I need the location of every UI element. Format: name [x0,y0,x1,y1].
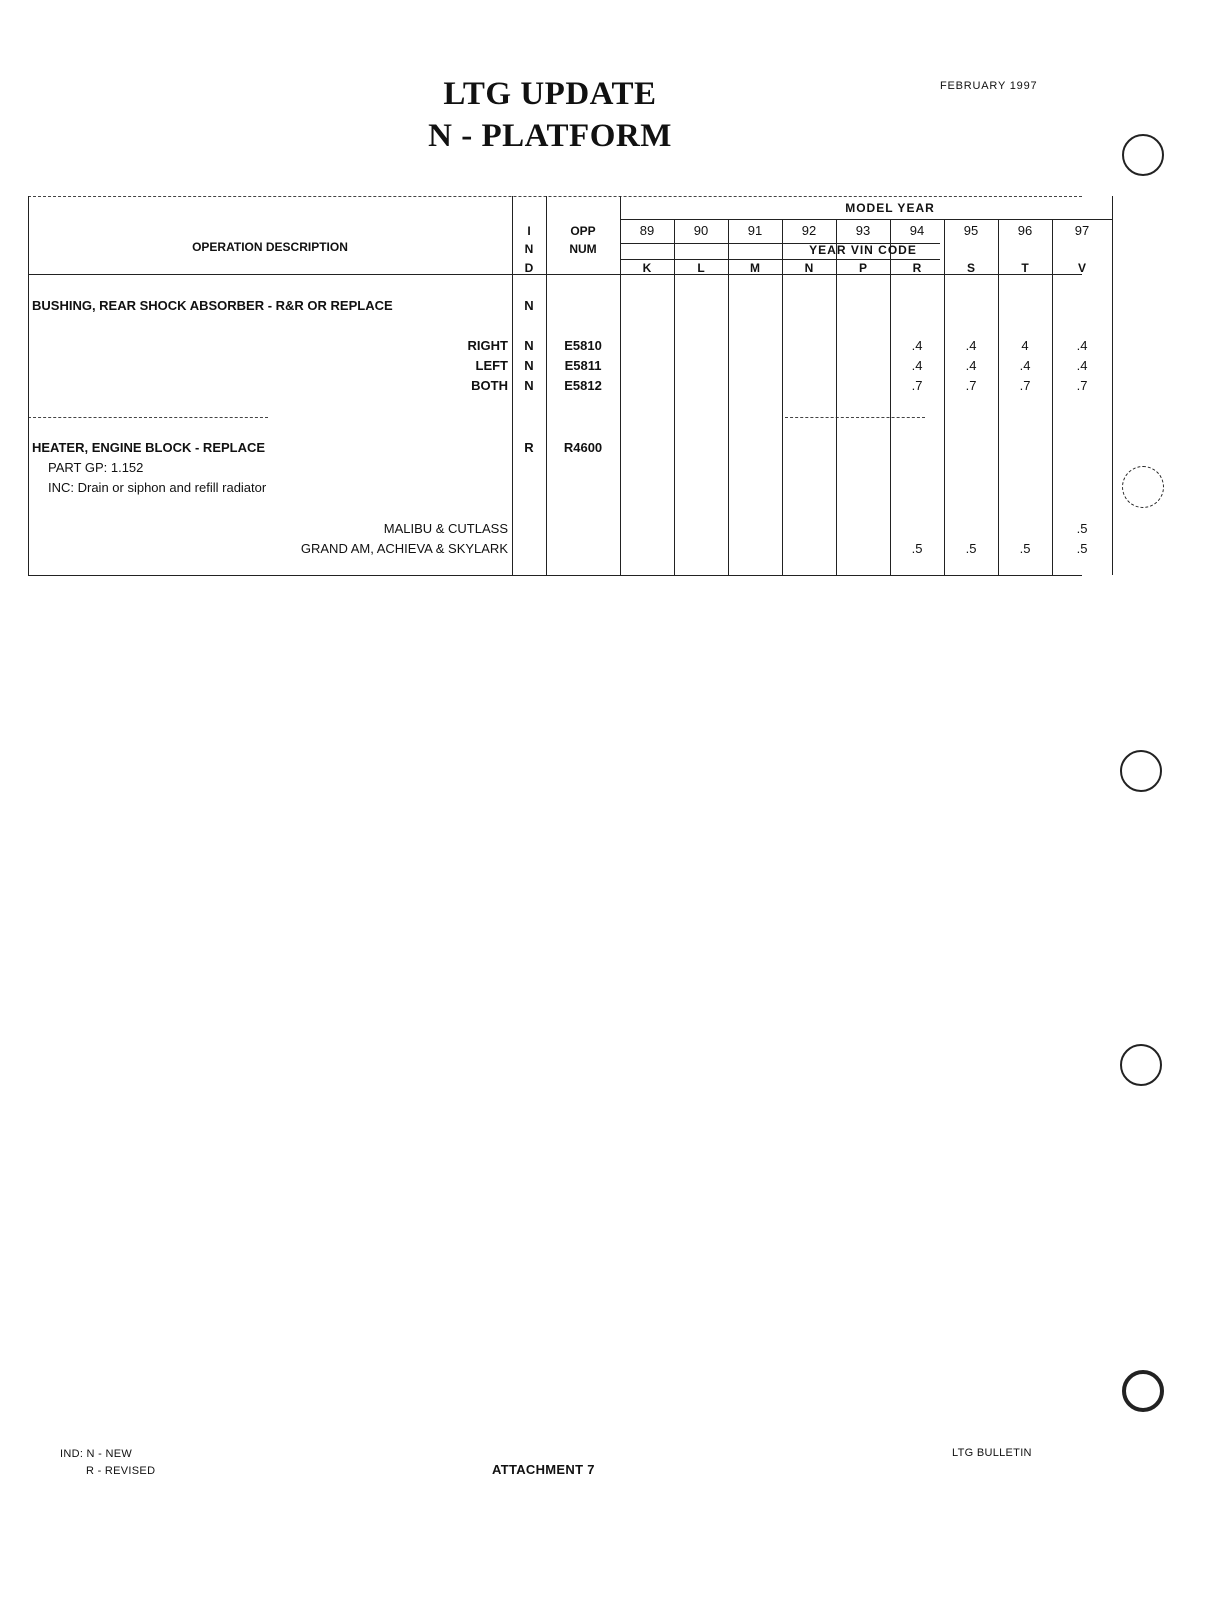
vin-code-r: R [912,261,922,275]
row-label-malibu: MALIBU & CUTLASS [383,521,508,536]
year-97: 97 [1074,223,1090,238]
labor-value: .7 [911,378,923,393]
col-header-ind-i: I [527,224,531,238]
labor-value: .4 [1076,358,1088,373]
year-93: 93 [855,223,871,238]
year-94: 94 [909,223,925,238]
row-label-right: RIGHT [467,338,508,353]
page-subtitle: N - PLATFORM [428,118,672,154]
footer-attachment: ATTACHMENT 7 [492,1462,595,1477]
binder-hole-icon [1122,466,1164,508]
row-opp-num: E5810 [564,338,602,353]
vin-code-k: K [642,261,652,275]
model-year-label: MODEL YEAR [845,201,935,215]
row-opp-num: E5812 [564,378,602,393]
row-opp-num: E5811 [564,358,602,373]
vin-code-v: V [1077,261,1086,275]
section-ind-bushing: N [524,298,534,313]
labor-value: .5 [1019,541,1031,556]
binder-hole-icon [1122,1370,1164,1412]
binder-hole-icon [1122,134,1164,176]
labor-value: .4 [911,338,923,353]
labor-value: .4 [965,358,977,373]
section-opp-heater: R4600 [563,440,603,455]
binder-hole-icon [1120,750,1162,792]
page-title: LTG UPDATE [443,76,657,112]
year-91: 91 [747,223,763,238]
labor-value: .5 [911,541,923,556]
labor-value: .7 [965,378,977,393]
section-title-bushing: BUSHING, REAR SHOCK ABSORBER - R&R OR REPLACE [32,298,393,313]
vin-code-p: P [858,261,867,275]
labor-value: .4 [1019,358,1031,373]
col-header-opp: OPP [570,224,596,238]
vin-code-label: YEAR VIN CODE [809,243,917,257]
labor-value: .4 [911,358,923,373]
col-header-operation: OPERATION DESCRIPTION [192,240,348,254]
vin-code-t: T [1021,261,1029,275]
year-92: 92 [801,223,817,238]
labor-value: .7 [1076,378,1088,393]
vin-code-s: S [966,261,975,275]
section-note-inc: INC: Drain or siphon and refill radiator [48,480,267,495]
row-ind: N [524,378,534,393]
labor-value: 4 [1021,338,1029,353]
row-ind: N [524,338,534,353]
footer-legend-revised: R - REVISED [86,1465,156,1477]
section-title-heater: HEATER, ENGINE BLOCK - REPLACE [32,440,266,455]
vin-code-m: M [750,261,760,275]
vin-code-l: L [697,261,705,275]
labor-value: .5 [1076,541,1088,556]
footer-legend-new: IND: N - NEW [60,1448,133,1460]
row-label-left: LEFT [475,358,508,373]
vin-code-n: N [804,261,814,275]
labor-value: .4 [1076,338,1088,353]
footer-bulletin: LTG BULLETIN [952,1447,1032,1459]
row-ind: N [524,358,534,373]
col-header-ind-d: D [524,261,534,275]
year-95: 95 [963,223,979,238]
year-89: 89 [639,223,655,238]
document-date: FEBRUARY 1997 [940,80,1038,92]
row-label-both: BOTH [471,378,508,393]
labor-value: .5 [965,541,977,556]
section-ind-heater: R [524,440,534,455]
labor-value: .5 [1076,521,1088,536]
year-90: 90 [693,223,709,238]
col-header-num: NUM [569,242,597,256]
row-label-grand-am: GRAND AM, ACHIEVA & SKYLARK [300,541,508,556]
binder-hole-icon [1120,1044,1162,1086]
labor-value: .7 [1019,378,1031,393]
labor-value: .4 [965,338,977,353]
col-header-ind-n: N [524,242,534,256]
year-96: 96 [1017,223,1033,238]
section-note-part-gp: PART GP: 1.152 [48,460,144,475]
